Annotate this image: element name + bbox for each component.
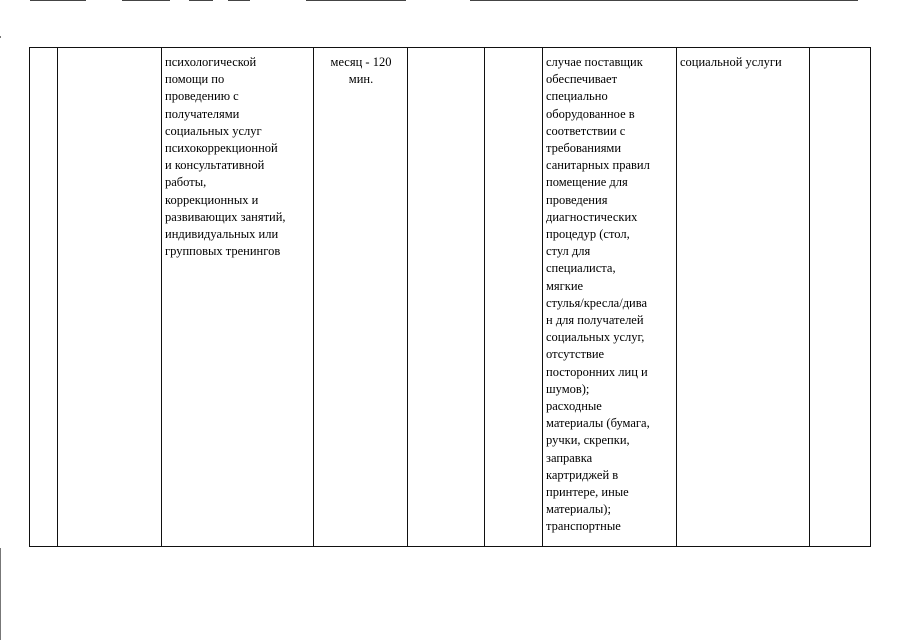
column-border bbox=[484, 47, 485, 547]
table-top-border bbox=[29, 47, 871, 48]
left-margin-mark bbox=[0, 36, 1, 38]
table-cell-conditions: случае поставщик обеспечивает специально оборудованное в соответствии с требованиями санитарных правил помещение для проведения диагностических процедур (стол, стул для специалиста, мягкие стулья/кресла/дива н для получателей социальных услуг, отсутствие посторонних лиц и шумов); расходные материалы (бумага, ручки, скрепки, заправка картриджей в принтере, иные материалы); транспортные bbox=[546, 55, 650, 534]
left-margin-rule bbox=[0, 548, 1, 640]
table-bottom-border bbox=[29, 546, 871, 547]
table-cell-time-norm: месяц - 120 мин. bbox=[330, 55, 392, 87]
top-scan-edge bbox=[0, 0, 905, 6]
column-border bbox=[809, 47, 810, 547]
column-border bbox=[542, 47, 543, 547]
column-border bbox=[161, 47, 162, 547]
column-border bbox=[57, 47, 58, 547]
column-border bbox=[870, 47, 871, 547]
table-cell-service-description: психологической помощи по проведению с получателями социальных услуг психокоррекционной и консультативной работы, коррекционных и развивающих занятий, индивидуальных или групповых тренингов bbox=[165, 55, 286, 259]
table-cell-quality-indicator: социальной услуги bbox=[680, 55, 782, 69]
column-border bbox=[29, 47, 30, 547]
column-border bbox=[407, 47, 408, 547]
